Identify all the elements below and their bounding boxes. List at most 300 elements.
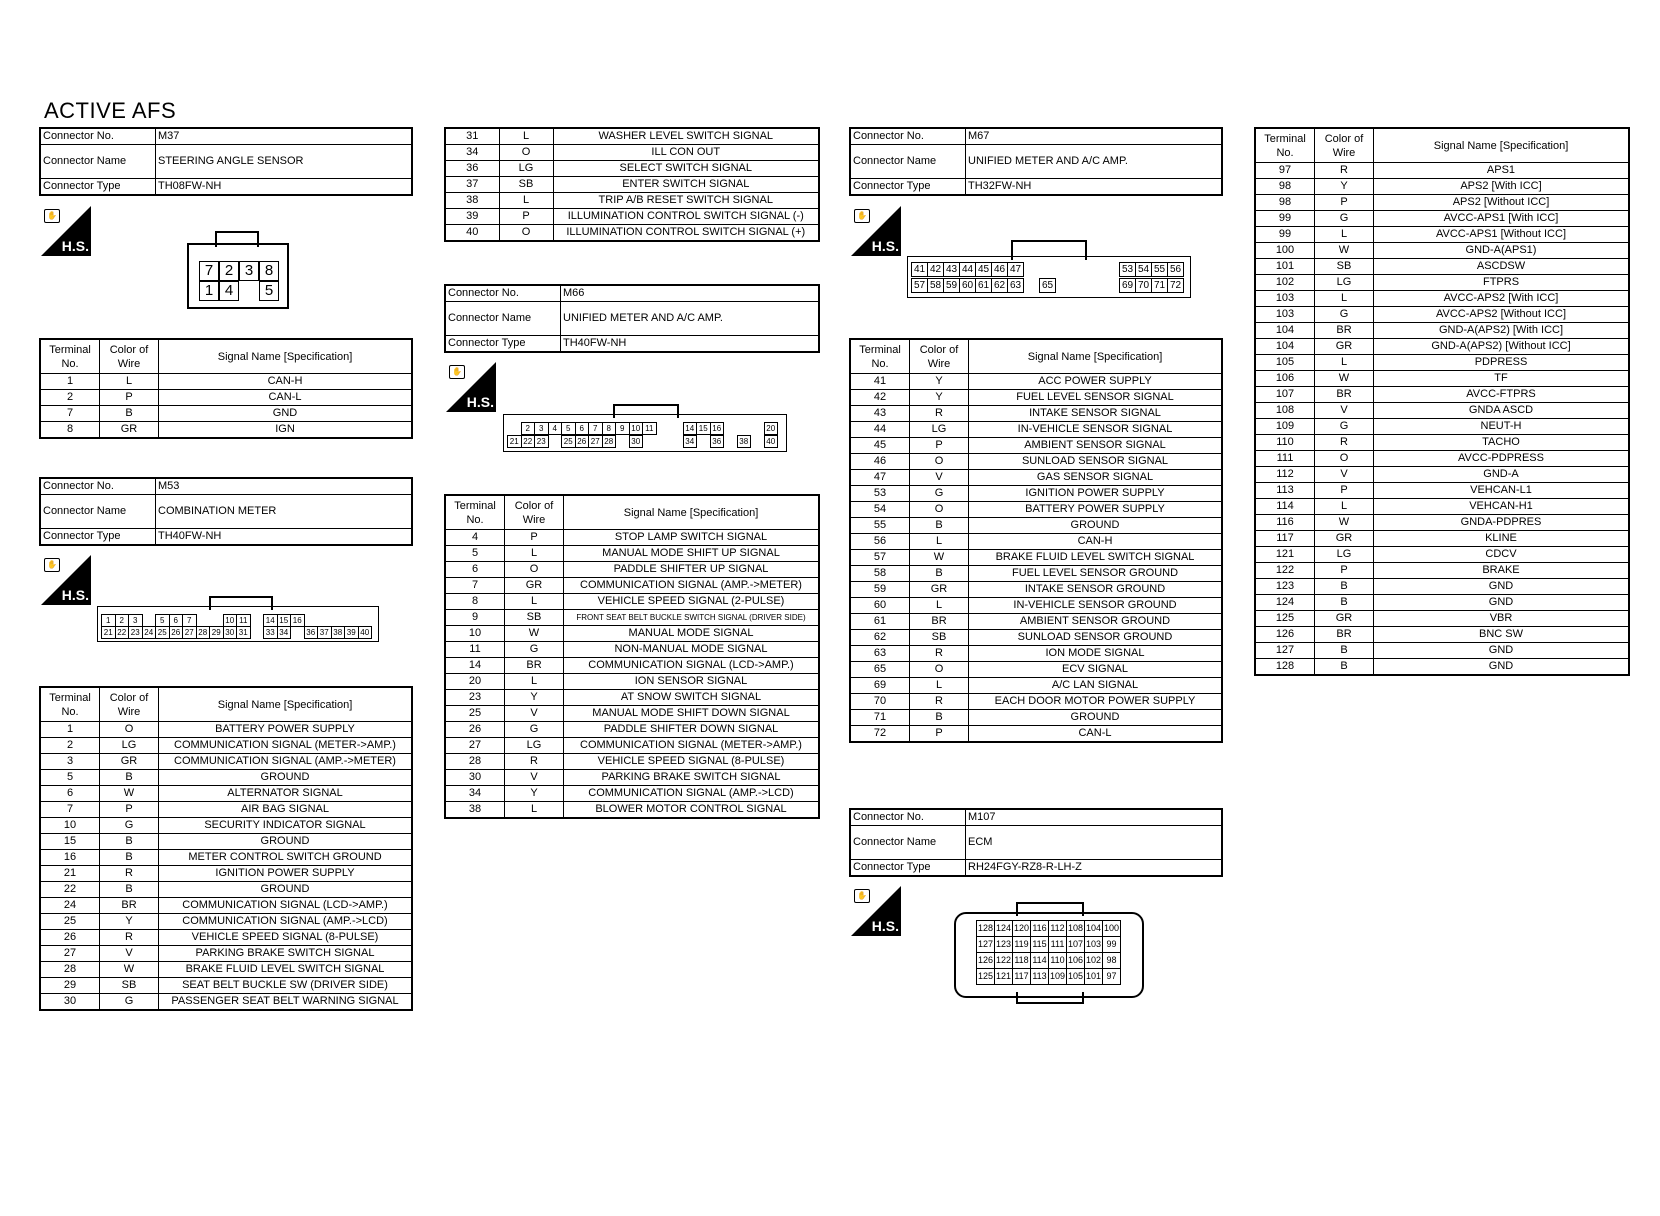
- wire-color: P: [1315, 563, 1374, 579]
- signal-name: AVCC-APS2 [With ICC]: [1374, 291, 1630, 307]
- table-row: [445, 594, 819, 610]
- wire-color: BR: [505, 658, 564, 674]
- table-row: [850, 502, 1222, 518]
- signal-name: AT SNOW SWITCH SIGNAL: [564, 690, 820, 706]
- signal-name: A/C LAN SIGNAL: [969, 678, 1223, 694]
- terminal-no: 114: [1255, 499, 1315, 515]
- wire-color: L: [499, 128, 553, 145]
- signal-name: COMMUNICATION SIGNAL (AMP.->LCD): [159, 914, 413, 930]
- terminal-no: 97: [1255, 163, 1315, 179]
- signal-name: FRONT SEAT BELT BUCKLE SWITCH SIGNAL (DRIVER SIDE): [564, 610, 820, 626]
- wire-color: GR: [1315, 611, 1374, 627]
- signal-name: APS1: [1374, 163, 1630, 179]
- signal-name: STOP LAMP SWITCH SIGNAL: [564, 530, 820, 546]
- wire-color: V: [1315, 467, 1374, 483]
- signal-name: PARKING BRAKE SWITCH SIGNAL: [159, 946, 413, 962]
- terminal-no: 7: [40, 406, 100, 422]
- connector-pin: 25: [561, 435, 576, 448]
- wire-color: B: [100, 406, 159, 422]
- terminal-no: 31: [445, 128, 499, 145]
- wire-color: L: [505, 802, 564, 819]
- signal-name: SECURITY INDICATOR SIGNAL: [159, 818, 413, 834]
- table-row: [40, 914, 412, 930]
- connector-pin: 24: [142, 626, 157, 639]
- connector-pin: 26: [575, 435, 590, 448]
- table-row: [850, 406, 1222, 422]
- wire-color: P: [910, 726, 969, 743]
- connector-pin: 8: [259, 261, 279, 281]
- wire-color: B: [100, 834, 159, 850]
- column-header: Color of Wire: [505, 495, 564, 530]
- signal-name: MANUAL MODE SHIFT UP SIGNAL: [564, 546, 820, 562]
- wire-color: SB: [1315, 259, 1374, 275]
- connector-pin: 40: [764, 435, 779, 448]
- terminal-no: 69: [850, 678, 910, 694]
- signal-name: AMBIENT SENSOR SIGNAL: [969, 438, 1223, 454]
- signal-name: CAN-L: [159, 390, 413, 406]
- connector-type-value: TH08FW-NH: [156, 179, 413, 196]
- wire-color: R: [505, 754, 564, 770]
- column-header: Terminal No.: [1255, 128, 1315, 163]
- wire-color: R: [910, 406, 969, 422]
- connector-pin: 4: [219, 281, 239, 301]
- connector-pin: 2: [521, 422, 536, 435]
- wire-color: L: [499, 193, 553, 209]
- table-row: [1255, 291, 1629, 307]
- table-row: [1255, 275, 1629, 291]
- wire-color: P: [100, 390, 159, 406]
- column-header: Signal Name [Specification]: [969, 339, 1223, 374]
- signal-name: METER CONTROL SWITCH GROUND: [159, 850, 413, 866]
- wire-color: SB: [100, 978, 159, 994]
- table-row: [445, 706, 819, 722]
- connector-pin: 33: [263, 626, 278, 639]
- table-row: [445, 193, 819, 209]
- terminal-no: 41: [850, 374, 910, 390]
- signal-name: IN-VEHICLE SENSOR SIGNAL: [969, 422, 1223, 438]
- connector-info-m53: Connector No. M53 Connector Name COMBINATION METER Connector Type TH40FW-NH: [39, 477, 413, 546]
- connector-info-m37: Connector No. M37 Connector Name STEERING ANGLE SENSOR Connector Type TH08FW-NH: [39, 127, 413, 196]
- table-row: [1255, 579, 1629, 595]
- wire-color: SB: [910, 630, 969, 646]
- connector-pin: 100: [1102, 920, 1121, 937]
- wire-color: G: [1315, 307, 1374, 323]
- connector-pin: 4: [548, 422, 563, 435]
- connector-no-value: M107: [966, 809, 1223, 826]
- terminal-no: 105: [1255, 355, 1315, 371]
- harness-side-icon: ✋ H.S.: [41, 206, 91, 256]
- table-row: [1255, 515, 1629, 531]
- connector-face-m66: [503, 404, 787, 452]
- connector-pin: 46: [991, 262, 1008, 277]
- connector-pin: 30: [629, 435, 644, 448]
- wire-color: P: [1315, 483, 1374, 499]
- wire-color: L: [505, 594, 564, 610]
- table-row: [40, 770, 412, 786]
- connector-pin: 23: [128, 626, 143, 639]
- connector-pin: 47: [1007, 262, 1024, 277]
- terminal-no: 22: [40, 882, 100, 898]
- wire-color: O: [910, 502, 969, 518]
- connector-pin: 3: [239, 261, 259, 281]
- connector-name-value: COMBINATION METER: [156, 495, 413, 529]
- signal-name: PASSENGER SEAT BELT WARNING SIGNAL: [159, 994, 413, 1011]
- wire-color: V: [100, 946, 159, 962]
- terminal-no: 103: [1255, 307, 1315, 323]
- wire-color: L: [1315, 499, 1374, 515]
- table-row: [1255, 419, 1629, 435]
- connector-pin: 16: [290, 614, 305, 627]
- connector-pin: 98: [1102, 952, 1121, 969]
- connector-pin: 5: [155, 614, 170, 627]
- signal-name: CAN-L: [969, 726, 1223, 743]
- signal-name: COMMUNICATION SIGNAL (LCD->AMP.): [564, 658, 820, 674]
- signal-name: GND: [159, 406, 413, 422]
- table-row: [850, 614, 1222, 630]
- wire-color: SB: [499, 177, 553, 193]
- table-row: [40, 818, 412, 834]
- connector-pin: 127: [976, 936, 995, 953]
- signal-name: GROUND: [159, 770, 413, 786]
- table-row: [40, 834, 412, 850]
- signal-name: ILL CON OUT: [553, 145, 819, 161]
- terminal-table-m66-continued: [444, 127, 820, 242]
- terminal-no: 28: [445, 754, 505, 770]
- table-row: [40, 374, 412, 390]
- terminal-no: 125: [1255, 611, 1315, 627]
- wire-color: P: [100, 802, 159, 818]
- signal-name: NEUT-H: [1374, 419, 1630, 435]
- terminal-no: 15: [40, 834, 100, 850]
- signal-name: GROUND: [969, 710, 1223, 726]
- wire-color: O: [100, 722, 159, 738]
- signal-name: COMMUNICATION SIGNAL (AMP.->METER): [564, 578, 820, 594]
- connector-pin: 56: [1167, 262, 1184, 277]
- wire-color: B: [910, 518, 969, 534]
- connector-pin: 124: [994, 920, 1013, 937]
- terminal-no: 127: [1255, 643, 1315, 659]
- connector-pin: 110: [1048, 952, 1067, 969]
- signal-name: PARKING BRAKE SWITCH SIGNAL: [564, 770, 820, 786]
- terminal-no: 6: [40, 786, 100, 802]
- table-row: [1255, 307, 1629, 323]
- wire-color: GR: [100, 422, 159, 439]
- terminal-table-m53: [39, 686, 413, 1011]
- wire-color: G: [100, 994, 159, 1011]
- signal-name: VEHICLE SPEED SIGNAL (8-PULSE): [159, 930, 413, 946]
- signal-name: BATTERY POWER SUPPLY: [969, 502, 1223, 518]
- signal-name: TRIP A/B RESET SWITCH SIGNAL: [553, 193, 819, 209]
- terminal-no: 100: [1255, 243, 1315, 259]
- table-row: [1255, 339, 1629, 355]
- signal-name: GND: [1374, 643, 1630, 659]
- connector-pin: 57: [911, 278, 928, 293]
- wire-color: B: [1315, 579, 1374, 595]
- table-row: [850, 486, 1222, 502]
- table-row: [850, 518, 1222, 534]
- table-row: [445, 658, 819, 674]
- connector-type-value: TH40FW-NH: [156, 529, 413, 546]
- wire-color: R: [910, 694, 969, 710]
- table-row: [1255, 195, 1629, 211]
- connector-pin: 38: [737, 435, 752, 448]
- connector-pin: 126: [976, 952, 995, 969]
- connector-no-value: M37: [156, 128, 413, 145]
- connector-face-m37: [187, 231, 289, 309]
- signal-name: AIR BAG SIGNAL: [159, 802, 413, 818]
- connector-pin: 6: [169, 614, 184, 627]
- table-row: [850, 470, 1222, 486]
- connector-pin: 121: [994, 968, 1013, 985]
- table-row: [1255, 659, 1629, 676]
- terminal-no: 63: [850, 646, 910, 662]
- table-row: [445, 770, 819, 786]
- wire-color: G: [1315, 211, 1374, 227]
- connector-pin: 103: [1084, 936, 1103, 953]
- table-row: [1255, 451, 1629, 467]
- connector-pin: 108: [1066, 920, 1085, 937]
- signal-name: PDPRESS: [1374, 355, 1630, 371]
- terminal-no: 126: [1255, 627, 1315, 643]
- terminal-table-m107: [1254, 127, 1630, 676]
- terminal-no: 111: [1255, 451, 1315, 467]
- harness-side-icon: ✋ H.S.: [41, 555, 91, 605]
- signal-name: COMMUNICATION SIGNAL (METER->AMP.): [564, 738, 820, 754]
- signal-name: FUEL LEVEL SENSOR SIGNAL: [969, 390, 1223, 406]
- connector-pin: 69: [1119, 278, 1136, 293]
- table-row: [850, 422, 1222, 438]
- terminal-no: 2: [40, 738, 100, 754]
- signal-name: ILLUMINATION CONTROL SWITCH SIGNAL (-): [553, 209, 819, 225]
- signal-name: TF: [1374, 371, 1630, 387]
- wire-color: R: [910, 646, 969, 662]
- signal-name: IGN: [159, 422, 413, 439]
- column-header: Signal Name [Specification]: [1374, 128, 1630, 163]
- terminal-no: 104: [1255, 323, 1315, 339]
- signal-name: GROUND: [159, 834, 413, 850]
- signal-name: GND-A(APS1): [1374, 243, 1630, 259]
- signal-name: ENTER SWITCH SIGNAL: [553, 177, 819, 193]
- connector-pin: 14: [263, 614, 278, 627]
- signal-name: GAS SENSOR SIGNAL: [969, 470, 1223, 486]
- terminal-no: 28: [40, 962, 100, 978]
- connector-pin: 63: [1007, 278, 1024, 293]
- table-row: [40, 946, 412, 962]
- connector-pin: 43: [943, 262, 960, 277]
- table-row: [1255, 531, 1629, 547]
- column-header: Color of Wire: [1315, 128, 1374, 163]
- terminal-no: 4: [445, 530, 505, 546]
- signal-name: BRAKE FLUID LEVEL SWITCH SIGNAL: [969, 550, 1223, 566]
- connector-pin: 97: [1102, 968, 1121, 985]
- connector-pin: 106: [1066, 952, 1085, 969]
- signal-name: FTPRS: [1374, 275, 1630, 291]
- table-row: [850, 374, 1222, 390]
- terminal-no: 29: [40, 978, 100, 994]
- signal-name: GND: [1374, 595, 1630, 611]
- table-row: [850, 662, 1222, 678]
- connector-pin: 30: [223, 626, 238, 639]
- terminal-no: 21: [40, 866, 100, 882]
- wire-color: O: [499, 145, 553, 161]
- terminal-no: 113: [1255, 483, 1315, 499]
- connector-name-value: STEERING ANGLE SENSOR: [156, 145, 413, 179]
- signal-name: GNDA-PDPRES: [1374, 515, 1630, 531]
- wire-color: LG: [910, 422, 969, 438]
- wire-color: B: [100, 770, 159, 786]
- table-row: [445, 610, 819, 626]
- connector-pin: 111: [1048, 936, 1067, 953]
- wire-color: G: [505, 642, 564, 658]
- terminal-no: 7: [40, 802, 100, 818]
- signal-name: PADDLE SHIFTER UP SIGNAL: [564, 562, 820, 578]
- table-row: [40, 898, 412, 914]
- wire-color: L: [910, 678, 969, 694]
- page-title: ACTIVE AFS: [44, 98, 177, 123]
- signal-name: GND: [1374, 659, 1630, 676]
- terminal-no: 1: [40, 722, 100, 738]
- terminal-no: 1: [40, 374, 100, 390]
- connector-pin: 1: [199, 281, 219, 301]
- connector-pin: 61: [975, 278, 992, 293]
- signal-name: GND-A(APS2) [Without ICC]: [1374, 339, 1630, 355]
- signal-name: AMBIENT SENSOR GROUND: [969, 614, 1223, 630]
- signal-name: ILLUMINATION CONTROL SWITCH SIGNAL (+): [553, 225, 819, 242]
- table-row: [1255, 387, 1629, 403]
- terminal-no: 121: [1255, 547, 1315, 563]
- table-row: [1255, 499, 1629, 515]
- wire-color: LG: [1315, 275, 1374, 291]
- table-row: [1255, 227, 1629, 243]
- terminal-no: 24: [40, 898, 100, 914]
- connector-pin: 54: [1135, 262, 1152, 277]
- table-row: [1255, 595, 1629, 611]
- signal-name: GND-A: [1374, 467, 1630, 483]
- table-row: [850, 438, 1222, 454]
- connector-pin: 3: [128, 614, 143, 627]
- wire-color: BR: [1315, 323, 1374, 339]
- terminal-no: 109: [1255, 419, 1315, 435]
- column-header: Color of Wire: [100, 339, 159, 374]
- connector-pin: 28: [602, 435, 617, 448]
- terminal-no: 98: [1255, 179, 1315, 195]
- table-row: [40, 390, 412, 406]
- signal-name: IGNITION POWER SUPPLY: [159, 866, 413, 882]
- terminal-no: 56: [850, 534, 910, 550]
- table-row: [850, 454, 1222, 470]
- table-row: [850, 726, 1222, 743]
- connector-pin: 40: [358, 626, 373, 639]
- connector-pin: 59: [943, 278, 960, 293]
- connector-pin: 5: [561, 422, 576, 435]
- terminal-no: 47: [850, 470, 910, 486]
- signal-name: SEAT BELT BUCKLE SW (DRIVER SIDE): [159, 978, 413, 994]
- terminal-no: 38: [445, 802, 505, 819]
- signal-name: ACC POWER SUPPLY: [969, 374, 1223, 390]
- harness-side-icon: ✋ H.S.: [446, 362, 496, 412]
- table-row: [1255, 403, 1629, 419]
- connector-pin: 3: [534, 422, 549, 435]
- connector-pin: 117: [1012, 968, 1031, 985]
- signal-name: BRAKE: [1374, 563, 1630, 579]
- signal-name: ION SENSOR SIGNAL: [564, 674, 820, 690]
- table-row: [445, 786, 819, 802]
- wire-color: R: [100, 930, 159, 946]
- wire-color: B: [910, 566, 969, 582]
- table-row: [445, 225, 819, 242]
- terminal-table-m37: [39, 338, 413, 439]
- table-row: [40, 866, 412, 882]
- signal-name: BLOWER MOTOR CONTROL SIGNAL: [564, 802, 820, 819]
- terminal-no: 11: [445, 642, 505, 658]
- connector-pin: 128: [976, 920, 995, 937]
- terminal-no: 25: [40, 914, 100, 930]
- wire-color: GR: [1315, 531, 1374, 547]
- signal-name: GNDA ASCD: [1374, 403, 1630, 419]
- table-row: [445, 161, 819, 177]
- table-row: [1255, 259, 1629, 275]
- connector-pin: 125: [976, 968, 995, 985]
- table-row: [1255, 547, 1629, 563]
- wire-color: P: [499, 209, 553, 225]
- terminal-no: 37: [445, 177, 499, 193]
- signal-name: VEHICLE SPEED SIGNAL (8-PULSE): [564, 754, 820, 770]
- connector-face-m53: [97, 596, 379, 642]
- signal-name: NON-MANUAL MODE SIGNAL: [564, 642, 820, 658]
- signal-name: APS2 [Without ICC]: [1374, 195, 1630, 211]
- terminal-no: 5: [445, 546, 505, 562]
- connector-type-value: TH40FW-NH: [561, 336, 820, 353]
- table-row: [445, 722, 819, 738]
- signal-name: EACH DOOR MOTOR POWER SUPPLY: [969, 694, 1223, 710]
- table-row: [445, 754, 819, 770]
- terminal-no: 99: [1255, 211, 1315, 227]
- harness-side-icon: ✋ H.S.: [851, 886, 901, 936]
- connector-pin: 109: [1048, 968, 1067, 985]
- table-row: [40, 850, 412, 866]
- table-row: [1255, 355, 1629, 371]
- wire-color: GR: [1315, 339, 1374, 355]
- signal-name: IGNITION POWER SUPPLY: [969, 486, 1223, 502]
- terminal-no: 2: [40, 390, 100, 406]
- table-row: [445, 145, 819, 161]
- terminal-no: 106: [1255, 371, 1315, 387]
- signal-name: COMMUNICATION SIGNAL (LCD->AMP.): [159, 898, 413, 914]
- connector-pin: 11: [642, 422, 657, 435]
- connector-pin: 53: [1119, 262, 1136, 277]
- terminal-no: 117: [1255, 531, 1315, 547]
- table-row: [1255, 435, 1629, 451]
- signal-name: PADDLE SHIFTER DOWN SIGNAL: [564, 722, 820, 738]
- terminal-no: 20: [445, 674, 505, 690]
- signal-name: GROUND: [969, 518, 1223, 534]
- connector-pin: 20: [764, 422, 779, 435]
- connector-info-m67: Connector No. M67 Connector Name UNIFIED METER AND A/C AMP. Connector Type TH32FW-NH: [849, 127, 1223, 196]
- terminal-no: 55: [850, 518, 910, 534]
- signal-name: VBR: [1374, 611, 1630, 627]
- wire-color: L: [505, 546, 564, 562]
- column-header: Signal Name [Specification]: [159, 339, 413, 374]
- wire-color: P: [1315, 195, 1374, 211]
- wire-color: L: [1315, 291, 1374, 307]
- table-row: [40, 882, 412, 898]
- signal-name: AVCC-FTPRS: [1374, 387, 1630, 403]
- signal-name: GND-A(APS2) [With ICC]: [1374, 323, 1630, 339]
- terminal-no: 70: [850, 694, 910, 710]
- column-header: Signal Name [Specification]: [564, 495, 820, 530]
- connector-pin: 39: [344, 626, 359, 639]
- column-header: Signal Name [Specification]: [159, 687, 413, 722]
